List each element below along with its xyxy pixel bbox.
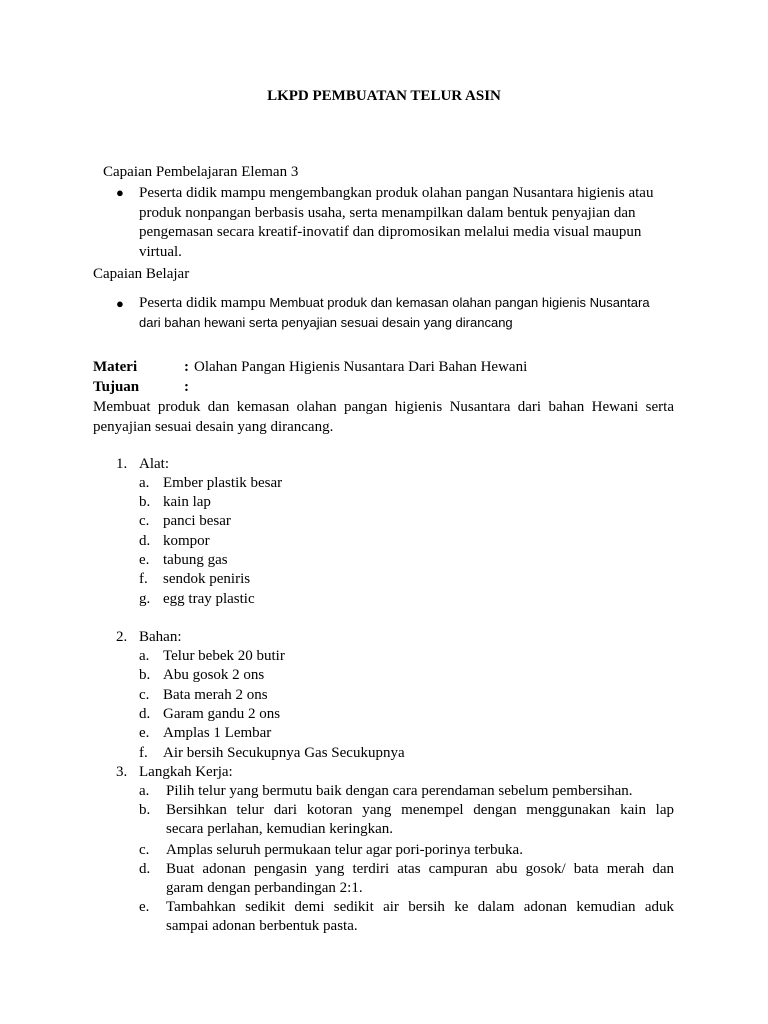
materi-value: Olahan Pangan Higienis Nusantara Dari Bahan Hewani	[194, 359, 528, 375]
list-item: Bata merah 2 ons	[163, 687, 268, 703]
bullet-icon: ●	[116, 185, 124, 200]
list-item-continuation: garam dengan perbandingan 2:1.	[166, 880, 363, 896]
list-item: Garam gandu 2 ons	[163, 706, 281, 722]
list-item: sendok peniris	[163, 571, 251, 587]
tujuan-colon: :	[184, 379, 189, 395]
alat-number: 1.	[116, 456, 128, 472]
list-item-continuation: secara perlahan, kemudian keringkan.	[166, 821, 393, 837]
list-item: Amplas seluruh permukaan telur agar pori-porinya terbuka.	[166, 842, 523, 858]
list-item-letter: c.	[139, 513, 150, 529]
list-item: Abu gosok 2 ons	[163, 667, 265, 683]
list-item: Tambahkan sedikit demi sedikit air bersih ke dalam adonan kemudian aduk	[166, 899, 674, 915]
list-item-letter: a.	[139, 783, 150, 799]
list-item-letter: e.	[139, 725, 150, 741]
cp-belajar-bullet-line1	[139, 295, 650, 312]
cp-elemen-bullet: Peserta didik mampu mengembangkan produk olahan pangan Nusantara higienis atau produk nonpangan berbasis usaha, serta menampilkan dalam bentuk penyajian dan pengemasan secara kreatif-inovatif dan dipromosikan melalui media visual maupun virtual.	[139, 185, 654, 260]
list-item: tabung gas	[163, 552, 228, 568]
list-item: Bersihkan telur dari kotoran yang menempel dengan menggunakan kain lap	[166, 802, 674, 818]
list-item: Amplas 1 Lembar	[163, 725, 272, 741]
list-item-letter: f.	[139, 571, 148, 587]
list-item-letter: b.	[139, 802, 151, 818]
list-item-letter: d.	[139, 533, 151, 549]
materi-colon: :	[184, 359, 189, 375]
list-item-letter: d.	[139, 706, 151, 722]
list-item-letter: c.	[139, 687, 150, 703]
list-item-letter: d.	[139, 861, 151, 877]
bullet-icon: ●	[116, 296, 124, 311]
list-item: Ember plastik besar	[163, 475, 283, 491]
cp-belajar-rest-line1: Membuat produk dan kemasan olahan pangan higienis Nusantara	[269, 295, 650, 310]
list-item-letter: a.	[139, 475, 150, 491]
list-item-letter: f.	[139, 745, 148, 761]
list-item: Buat adonan pengasin yang terdiri atas campuran abu gosok/ bata merah dan	[166, 861, 674, 877]
list-item-letter: g.	[139, 591, 151, 607]
list-item: Pilih telur yang bermutu baik dengan cara perendaman sebelum pembersihan.	[166, 783, 633, 799]
list-item: Air bersih Secukupnya Gas Secukupnya	[163, 745, 405, 761]
list-item: egg tray plastic	[163, 591, 255, 607]
cp-belajar-heading: Capaian Belajar	[93, 266, 190, 282]
list-item-letter: b.	[139, 667, 151, 683]
langkah-heading: Langkah Kerja:	[139, 764, 233, 780]
tujuan-text: Membuat produk dan kemasan olahan pangan higienis Nusantara dari bahan Hewani serta penyajian sesuai desain yang dirancang.	[93, 399, 674, 435]
list-item-continuation: sampai adonan berbentuk pasta.	[166, 918, 358, 934]
cp-belajar-rest-line2: dari bahan hewani serta penyajian sesuai desain yang dirancang	[139, 315, 513, 330]
list-item-letter: a.	[139, 648, 150, 664]
bahan-heading: Bahan:	[139, 629, 182, 645]
cp-belajar-prefix: Peserta didik mampu	[139, 295, 266, 311]
list-item: Telur bebek 20 butir	[163, 648, 285, 664]
alat-heading: Alat:	[139, 456, 169, 472]
cp-elemen-heading: Capaian Pembelajaran Eleman 3	[103, 164, 299, 180]
tujuan-label: Tujuan	[93, 379, 140, 395]
document-title: LKPD PEMBUATAN TELUR ASIN	[267, 88, 501, 104]
materi-label: Materi	[93, 359, 138, 375]
list-item: kain lap	[163, 494, 211, 510]
list-item-letter: e.	[139, 552, 150, 568]
list-item: panci besar	[163, 513, 231, 529]
list-item-letter: e.	[139, 899, 150, 915]
langkah-number: 3.	[116, 764, 128, 780]
list-item: kompor	[163, 533, 210, 549]
bahan-number: 2.	[116, 629, 128, 645]
list-item-letter: c.	[139, 842, 150, 858]
list-item-letter: b.	[139, 494, 151, 510]
